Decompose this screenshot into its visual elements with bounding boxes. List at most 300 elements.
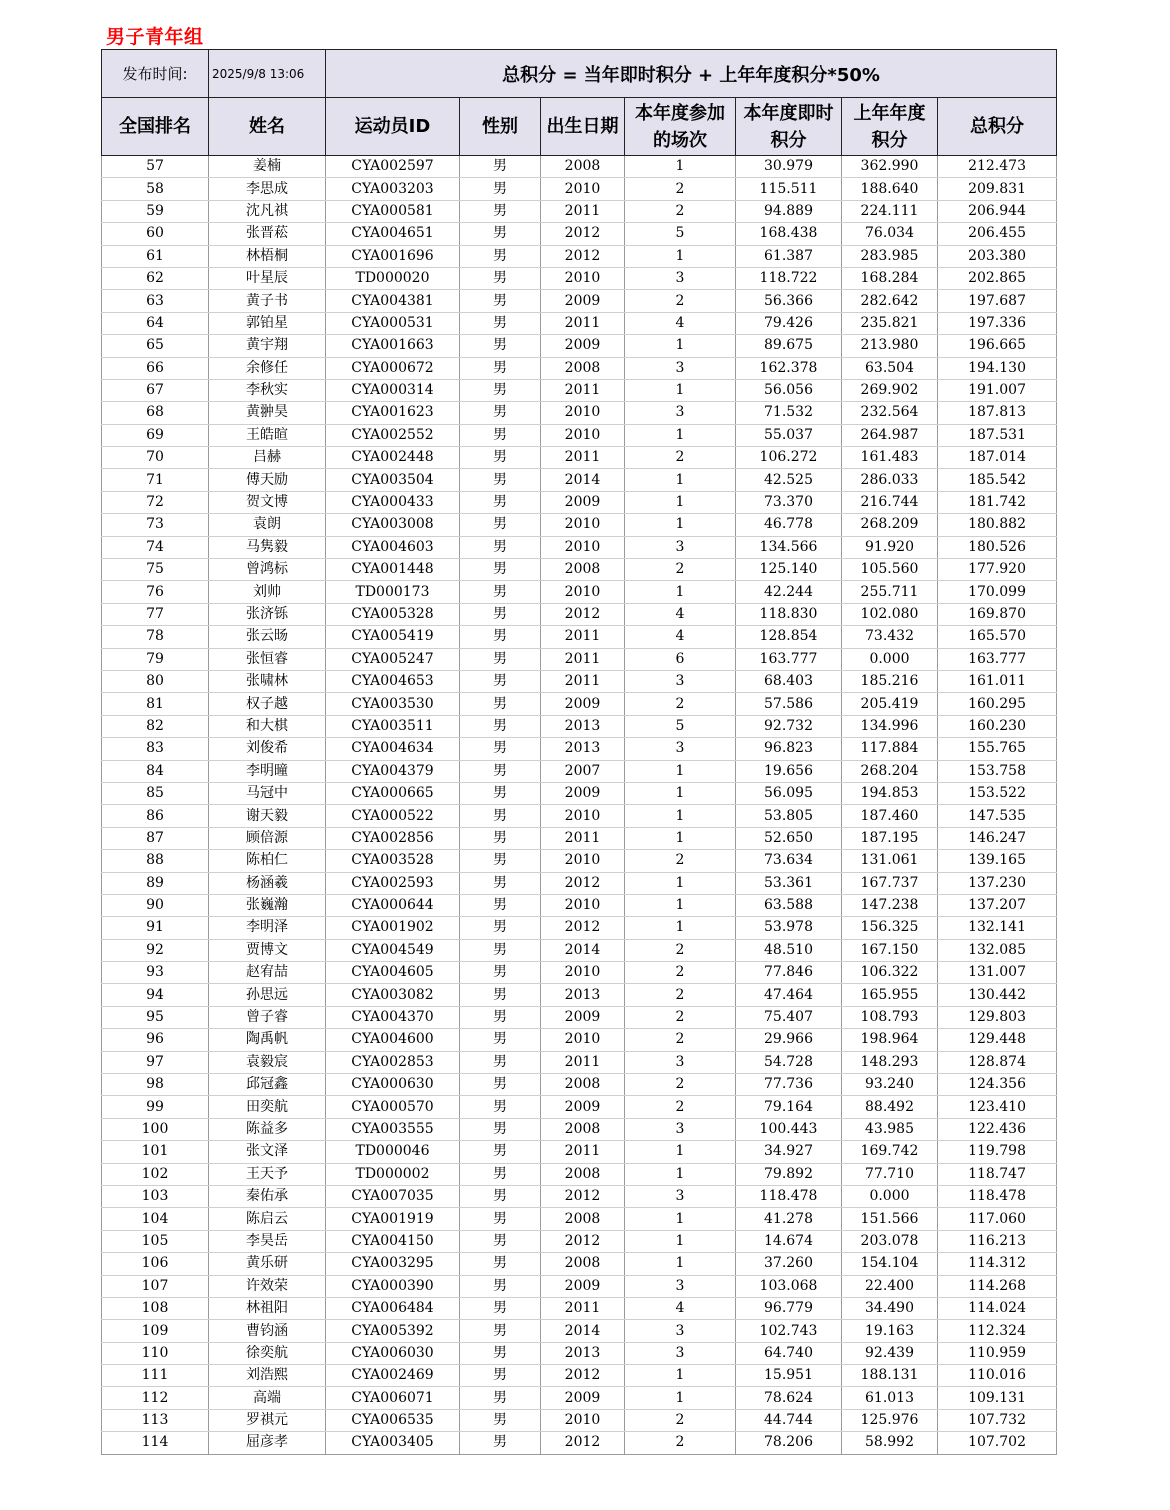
cell-name: 刘帅 (209, 581, 326, 603)
cell-gender: 男 (460, 223, 541, 245)
cell-rank: 108 (102, 1297, 209, 1319)
cell-gender: 男 (460, 872, 541, 894)
cell-gender: 男 (460, 1320, 541, 1342)
table-row (102, 1074, 1057, 1096)
cell-rank: 97 (102, 1051, 209, 1073)
cell-athlete-id: CYA004634 (326, 738, 460, 760)
cell-last-year-points: 269.902 (842, 379, 938, 401)
cell-events: 4 (625, 312, 736, 334)
cell-rank: 86 (102, 805, 209, 827)
cell-events: 3 (625, 1275, 736, 1297)
cell-last-year-points: 76.034 (842, 223, 938, 245)
cell-athlete-id: CYA000522 (326, 805, 460, 827)
cell-events: 1 (625, 917, 736, 939)
cell-total: 132.141 (938, 917, 1057, 939)
cell-athlete-id: CYA003555 (326, 1118, 460, 1140)
cell-birth: 2010 (541, 850, 625, 872)
cell-last-year-points: 125.976 (842, 1409, 938, 1431)
cell-gender: 男 (460, 626, 541, 648)
table-row (102, 782, 1057, 804)
cell-name: 孙思远 (209, 984, 326, 1006)
cell-birth: 2011 (541, 200, 625, 222)
cell-events: 1 (625, 760, 736, 782)
cell-events: 2 (625, 1096, 736, 1118)
cell-rank: 83 (102, 738, 209, 760)
cell-events: 2 (625, 1409, 736, 1431)
cell-name: 高端 (209, 1387, 326, 1409)
header-rank: 全国排名 (102, 98, 209, 156)
cell-athlete-id: CYA006071 (326, 1387, 460, 1409)
cell-athlete-id: CYA004600 (326, 1029, 460, 1051)
table-row (102, 1342, 1057, 1364)
cell-total: 123.410 (938, 1096, 1057, 1118)
cell-total: 153.522 (938, 782, 1057, 804)
cell-athlete-id: CYA004651 (326, 223, 460, 245)
cell-events: 3 (625, 536, 736, 558)
cell-total: 203.380 (938, 245, 1057, 267)
table-row (102, 335, 1057, 357)
cell-current-points: 89.675 (736, 335, 842, 357)
cell-last-year-points: 268.204 (842, 760, 938, 782)
cell-gender: 男 (460, 581, 541, 603)
cell-last-year-points: 194.853 (842, 782, 938, 804)
cell-name: 刘俊希 (209, 738, 326, 760)
cell-total: 202.865 (938, 267, 1057, 289)
cell-birth: 2012 (541, 917, 625, 939)
cell-rank: 63 (102, 290, 209, 312)
cell-gender: 男 (460, 984, 541, 1006)
cell-events: 1 (625, 1141, 736, 1163)
cell-events: 1 (625, 469, 736, 491)
cell-current-points: 78.624 (736, 1387, 842, 1409)
cell-rank: 66 (102, 357, 209, 379)
cell-total: 206.455 (938, 223, 1057, 245)
cell-rank: 87 (102, 827, 209, 849)
cell-current-points: 68.403 (736, 670, 842, 692)
table-row (102, 603, 1057, 625)
cell-athlete-id: CYA004381 (326, 290, 460, 312)
cell-last-year-points: 77.710 (842, 1163, 938, 1185)
cell-current-points: 118.722 (736, 267, 842, 289)
header-total: 总积分 (938, 98, 1057, 156)
cell-athlete-id: CYA000630 (326, 1074, 460, 1096)
cell-name: 李昊岳 (209, 1230, 326, 1252)
cell-birth: 2010 (541, 1029, 625, 1051)
cell-birth: 2012 (541, 872, 625, 894)
cell-rank: 81 (102, 693, 209, 715)
cell-birth: 2009 (541, 1006, 625, 1028)
cell-athlete-id: CYA002469 (326, 1365, 460, 1387)
cell-events: 4 (625, 1297, 736, 1319)
table-row (102, 1275, 1057, 1297)
cell-gender: 男 (460, 335, 541, 357)
cell-current-points: 79.164 (736, 1096, 842, 1118)
cell-events: 1 (625, 805, 736, 827)
cell-athlete-id: CYA004653 (326, 670, 460, 692)
cell-gender: 男 (460, 1230, 541, 1252)
cell-athlete-id: CYA003530 (326, 693, 460, 715)
cell-rank: 110 (102, 1342, 209, 1364)
cell-birth: 2009 (541, 782, 625, 804)
cell-current-points: 52.650 (736, 827, 842, 849)
cell-last-year-points: 362.990 (842, 156, 938, 178)
cell-events: 1 (625, 424, 736, 446)
table-row (102, 939, 1057, 961)
header-gender: 性别 (460, 98, 541, 156)
table-row (102, 1029, 1057, 1051)
cell-total: 137.207 (938, 894, 1057, 916)
cell-rank: 88 (102, 850, 209, 872)
cell-last-year-points: 169.742 (842, 1141, 938, 1163)
cell-athlete-id: CYA004150 (326, 1230, 460, 1252)
cell-current-points: 19.656 (736, 760, 842, 782)
cell-birth: 2008 (541, 1163, 625, 1185)
cell-athlete-id: CYA003008 (326, 514, 460, 536)
cell-rank: 61 (102, 245, 209, 267)
table-row (102, 536, 1057, 558)
cell-rank: 72 (102, 491, 209, 513)
cell-last-year-points: 22.400 (842, 1275, 938, 1297)
table-row (102, 693, 1057, 715)
cell-rank: 103 (102, 1185, 209, 1207)
cell-current-points: 57.586 (736, 693, 842, 715)
cell-athlete-id: CYA006484 (326, 1297, 460, 1319)
cell-gender: 男 (460, 402, 541, 424)
cell-gender: 男 (460, 1275, 541, 1297)
cell-current-points: 37.260 (736, 1253, 842, 1275)
cell-birth: 2011 (541, 379, 625, 401)
cell-rank: 107 (102, 1275, 209, 1297)
cell-current-points: 163.777 (736, 648, 842, 670)
cell-gender: 男 (460, 559, 541, 581)
cell-last-year-points: 286.033 (842, 469, 938, 491)
cell-athlete-id: CYA006030 (326, 1342, 460, 1364)
table-row (102, 984, 1057, 1006)
cell-name: 田奕航 (209, 1096, 326, 1118)
cell-gender: 男 (460, 917, 541, 939)
cell-events: 2 (625, 962, 736, 984)
table-row (102, 872, 1057, 894)
cell-rank: 67 (102, 379, 209, 401)
cell-rank: 76 (102, 581, 209, 603)
cell-birth: 2009 (541, 1275, 625, 1297)
cell-rank: 101 (102, 1141, 209, 1163)
table-body (102, 156, 1057, 1455)
cell-events: 5 (625, 715, 736, 737)
meta-row (102, 50, 1057, 98)
cell-current-points: 54.728 (736, 1051, 842, 1073)
cell-current-points: 56.095 (736, 782, 842, 804)
cell-last-year-points: 19.163 (842, 1320, 938, 1342)
cell-gender: 男 (460, 1029, 541, 1051)
cell-birth: 2014 (541, 469, 625, 491)
cell-last-year-points: 131.061 (842, 850, 938, 872)
cell-gender: 男 (460, 491, 541, 513)
cell-rank: 111 (102, 1365, 209, 1387)
cell-birth: 2012 (541, 603, 625, 625)
publish-time-label: 发布时间: (102, 50, 209, 98)
cell-current-points: 34.927 (736, 1141, 842, 1163)
cell-birth: 2011 (541, 312, 625, 334)
cell-gender: 男 (460, 1006, 541, 1028)
cell-total: 170.099 (938, 581, 1057, 603)
cell-events: 3 (625, 738, 736, 760)
cell-name: 张晋菘 (209, 223, 326, 245)
cell-birth: 2012 (541, 1432, 625, 1454)
cell-athlete-id: CYA000314 (326, 379, 460, 401)
cell-gender: 男 (460, 267, 541, 289)
cell-rank: 65 (102, 335, 209, 357)
table-row (102, 1006, 1057, 1028)
cell-name: 黄宇翔 (209, 335, 326, 357)
cell-gender: 男 (460, 939, 541, 961)
cell-total: 117.060 (938, 1208, 1057, 1230)
cell-name: 张文泽 (209, 1141, 326, 1163)
cell-gender: 男 (460, 693, 541, 715)
cell-birth: 2011 (541, 827, 625, 849)
cell-rank: 79 (102, 648, 209, 670)
cell-events: 1 (625, 894, 736, 916)
cell-birth: 2009 (541, 335, 625, 357)
cell-events: 1 (625, 581, 736, 603)
cell-athlete-id: TD000046 (326, 1141, 460, 1163)
cell-last-year-points: 188.131 (842, 1365, 938, 1387)
cell-events: 1 (625, 1365, 736, 1387)
cell-current-points: 15.951 (736, 1365, 842, 1387)
cell-events: 1 (625, 1387, 736, 1409)
cell-birth: 2009 (541, 491, 625, 513)
cell-last-year-points: 0.000 (842, 648, 938, 670)
cell-birth: 2013 (541, 738, 625, 760)
cell-name: 袁朗 (209, 514, 326, 536)
cell-last-year-points: 92.439 (842, 1342, 938, 1364)
cell-last-year-points: 58.992 (842, 1432, 938, 1454)
cell-athlete-id: TD000020 (326, 267, 460, 289)
cell-athlete-id: TD000173 (326, 581, 460, 603)
cell-total: 160.230 (938, 715, 1057, 737)
cell-total: 118.747 (938, 1163, 1057, 1185)
cell-gender: 男 (460, 1297, 541, 1319)
cell-rank: 91 (102, 917, 209, 939)
cell-rank: 94 (102, 984, 209, 1006)
cell-birth: 2008 (541, 1074, 625, 1096)
cell-last-year-points: 43.985 (842, 1118, 938, 1140)
table-row (102, 178, 1057, 200)
cell-last-year-points: 156.325 (842, 917, 938, 939)
cell-gender: 男 (460, 245, 541, 267)
cell-rank: 114 (102, 1432, 209, 1454)
cell-name: 袁毅宸 (209, 1051, 326, 1073)
cell-athlete-id: CYA002597 (326, 156, 460, 178)
cell-last-year-points: 134.996 (842, 715, 938, 737)
cell-birth: 2011 (541, 1141, 625, 1163)
cell-total: 163.777 (938, 648, 1057, 670)
cell-name: 傅天励 (209, 469, 326, 491)
cell-birth: 2010 (541, 894, 625, 916)
cell-last-year-points: 34.490 (842, 1297, 938, 1319)
cell-total: 146.247 (938, 827, 1057, 849)
cell-athlete-id: CYA003528 (326, 850, 460, 872)
cell-athlete-id: CYA002448 (326, 447, 460, 469)
table-row (102, 1387, 1057, 1409)
cell-current-points: 115.511 (736, 178, 842, 200)
table-row (102, 402, 1057, 424)
cell-last-year-points: 235.821 (842, 312, 938, 334)
cell-events: 2 (625, 850, 736, 872)
cell-total: 132.085 (938, 939, 1057, 961)
table-row (102, 1208, 1057, 1230)
cell-rank: 113 (102, 1409, 209, 1431)
cell-gender: 男 (460, 357, 541, 379)
cell-current-points: 75.407 (736, 1006, 842, 1028)
cell-events: 4 (625, 626, 736, 648)
table-row (102, 1230, 1057, 1252)
cell-athlete-id: CYA005419 (326, 626, 460, 648)
cell-current-points: 73.634 (736, 850, 842, 872)
cell-birth: 2011 (541, 1051, 625, 1073)
table-row (102, 760, 1057, 782)
table-row (102, 827, 1057, 849)
cell-current-points: 71.532 (736, 402, 842, 424)
cell-total: 112.324 (938, 1320, 1057, 1342)
header-athlete-id: 运动员ID (326, 98, 460, 156)
cell-athlete-id: CYA003295 (326, 1253, 460, 1275)
cell-athlete-id: CYA000665 (326, 782, 460, 804)
cell-last-year-points: 147.238 (842, 894, 938, 916)
cell-events: 2 (625, 178, 736, 200)
cell-rank: 70 (102, 447, 209, 469)
cell-name: 李明曈 (209, 760, 326, 782)
cell-current-points: 128.854 (736, 626, 842, 648)
cell-rank: 90 (102, 894, 209, 916)
cell-athlete-id: CYA002853 (326, 1051, 460, 1073)
cell-athlete-id: CYA000581 (326, 200, 460, 222)
table-row (102, 223, 1057, 245)
cell-birth: 2009 (541, 693, 625, 715)
cell-name: 王天予 (209, 1163, 326, 1185)
cell-total: 187.813 (938, 402, 1057, 424)
cell-name: 刘浩熙 (209, 1365, 326, 1387)
cell-events: 3 (625, 1185, 736, 1207)
table-row (102, 1320, 1057, 1342)
cell-last-year-points: 106.322 (842, 962, 938, 984)
cell-rank: 59 (102, 200, 209, 222)
cell-name: 郭铂星 (209, 312, 326, 334)
cell-birth: 2010 (541, 962, 625, 984)
cell-last-year-points: 102.080 (842, 603, 938, 625)
cell-last-year-points: 161.483 (842, 447, 938, 469)
cell-birth: 2014 (541, 939, 625, 961)
cell-birth: 2011 (541, 626, 625, 648)
cell-events: 1 (625, 1208, 736, 1230)
cell-name: 李思成 (209, 178, 326, 200)
cell-gender: 男 (460, 312, 541, 334)
cell-name: 贺文博 (209, 491, 326, 513)
cell-rank: 100 (102, 1118, 209, 1140)
cell-last-year-points: 268.209 (842, 514, 938, 536)
cell-total: 122.436 (938, 1118, 1057, 1140)
cell-rank: 99 (102, 1096, 209, 1118)
cell-events: 2 (625, 447, 736, 469)
table-row (102, 1409, 1057, 1431)
cell-name: 杨涵羲 (209, 872, 326, 894)
cell-total: 161.011 (938, 670, 1057, 692)
header-row (102, 98, 1057, 156)
cell-current-points: 44.744 (736, 1409, 842, 1431)
cell-current-points: 42.525 (736, 469, 842, 491)
cell-events: 1 (625, 1253, 736, 1275)
cell-birth: 2009 (541, 290, 625, 312)
cell-last-year-points: 213.980 (842, 335, 938, 357)
cell-athlete-id: CYA000570 (326, 1096, 460, 1118)
table-row (102, 424, 1057, 446)
cell-last-year-points: 187.460 (842, 805, 938, 827)
cell-events: 3 (625, 402, 736, 424)
cell-birth: 2008 (541, 1208, 625, 1230)
cell-gender: 男 (460, 850, 541, 872)
cell-athlete-id: CYA000390 (326, 1275, 460, 1297)
cell-last-year-points: 198.964 (842, 1029, 938, 1051)
cell-gender: 男 (460, 738, 541, 760)
cell-birth: 2011 (541, 648, 625, 670)
cell-birth: 2010 (541, 402, 625, 424)
cell-total: 169.870 (938, 603, 1057, 625)
cell-gender: 男 (460, 1096, 541, 1118)
cell-rank: 82 (102, 715, 209, 737)
cell-birth: 2007 (541, 760, 625, 782)
cell-last-year-points: 167.150 (842, 939, 938, 961)
cell-total: 197.336 (938, 312, 1057, 334)
cell-name: 秦佑承 (209, 1185, 326, 1207)
cell-athlete-id: CYA000672 (326, 357, 460, 379)
cell-gender: 男 (460, 1163, 541, 1185)
cell-current-points: 53.361 (736, 872, 842, 894)
cell-current-points: 47.464 (736, 984, 842, 1006)
table-row (102, 648, 1057, 670)
cell-rank: 80 (102, 670, 209, 692)
cell-gender: 男 (460, 1185, 541, 1207)
cell-birth: 2011 (541, 670, 625, 692)
cell-gender: 男 (460, 290, 541, 312)
cell-total: 194.130 (938, 357, 1057, 379)
cell-athlete-id: CYA000433 (326, 491, 460, 513)
cell-birth: 2008 (541, 156, 625, 178)
cell-athlete-id: CYA002593 (326, 872, 460, 894)
table-row (102, 1141, 1057, 1163)
cell-total: 131.007 (938, 962, 1057, 984)
cell-total: 139.165 (938, 850, 1057, 872)
cell-rank: 92 (102, 939, 209, 961)
cell-rank: 71 (102, 469, 209, 491)
cell-gender: 男 (460, 1432, 541, 1454)
cell-total: 137.230 (938, 872, 1057, 894)
cell-total: 124.356 (938, 1074, 1057, 1096)
cell-name: 张啸林 (209, 670, 326, 692)
table-row (102, 379, 1057, 401)
cell-birth: 2011 (541, 1297, 625, 1319)
cell-events: 2 (625, 1074, 736, 1096)
header-birth: 出生日期 (541, 98, 625, 156)
cell-total: 206.944 (938, 200, 1057, 222)
cell-events: 3 (625, 1320, 736, 1342)
table-row (102, 1118, 1057, 1140)
cell-last-year-points: 168.284 (842, 267, 938, 289)
cell-total: 197.687 (938, 290, 1057, 312)
cell-current-points: 53.805 (736, 805, 842, 827)
cell-rank: 58 (102, 178, 209, 200)
cell-athlete-id: CYA003082 (326, 984, 460, 1006)
cell-birth: 2012 (541, 1365, 625, 1387)
